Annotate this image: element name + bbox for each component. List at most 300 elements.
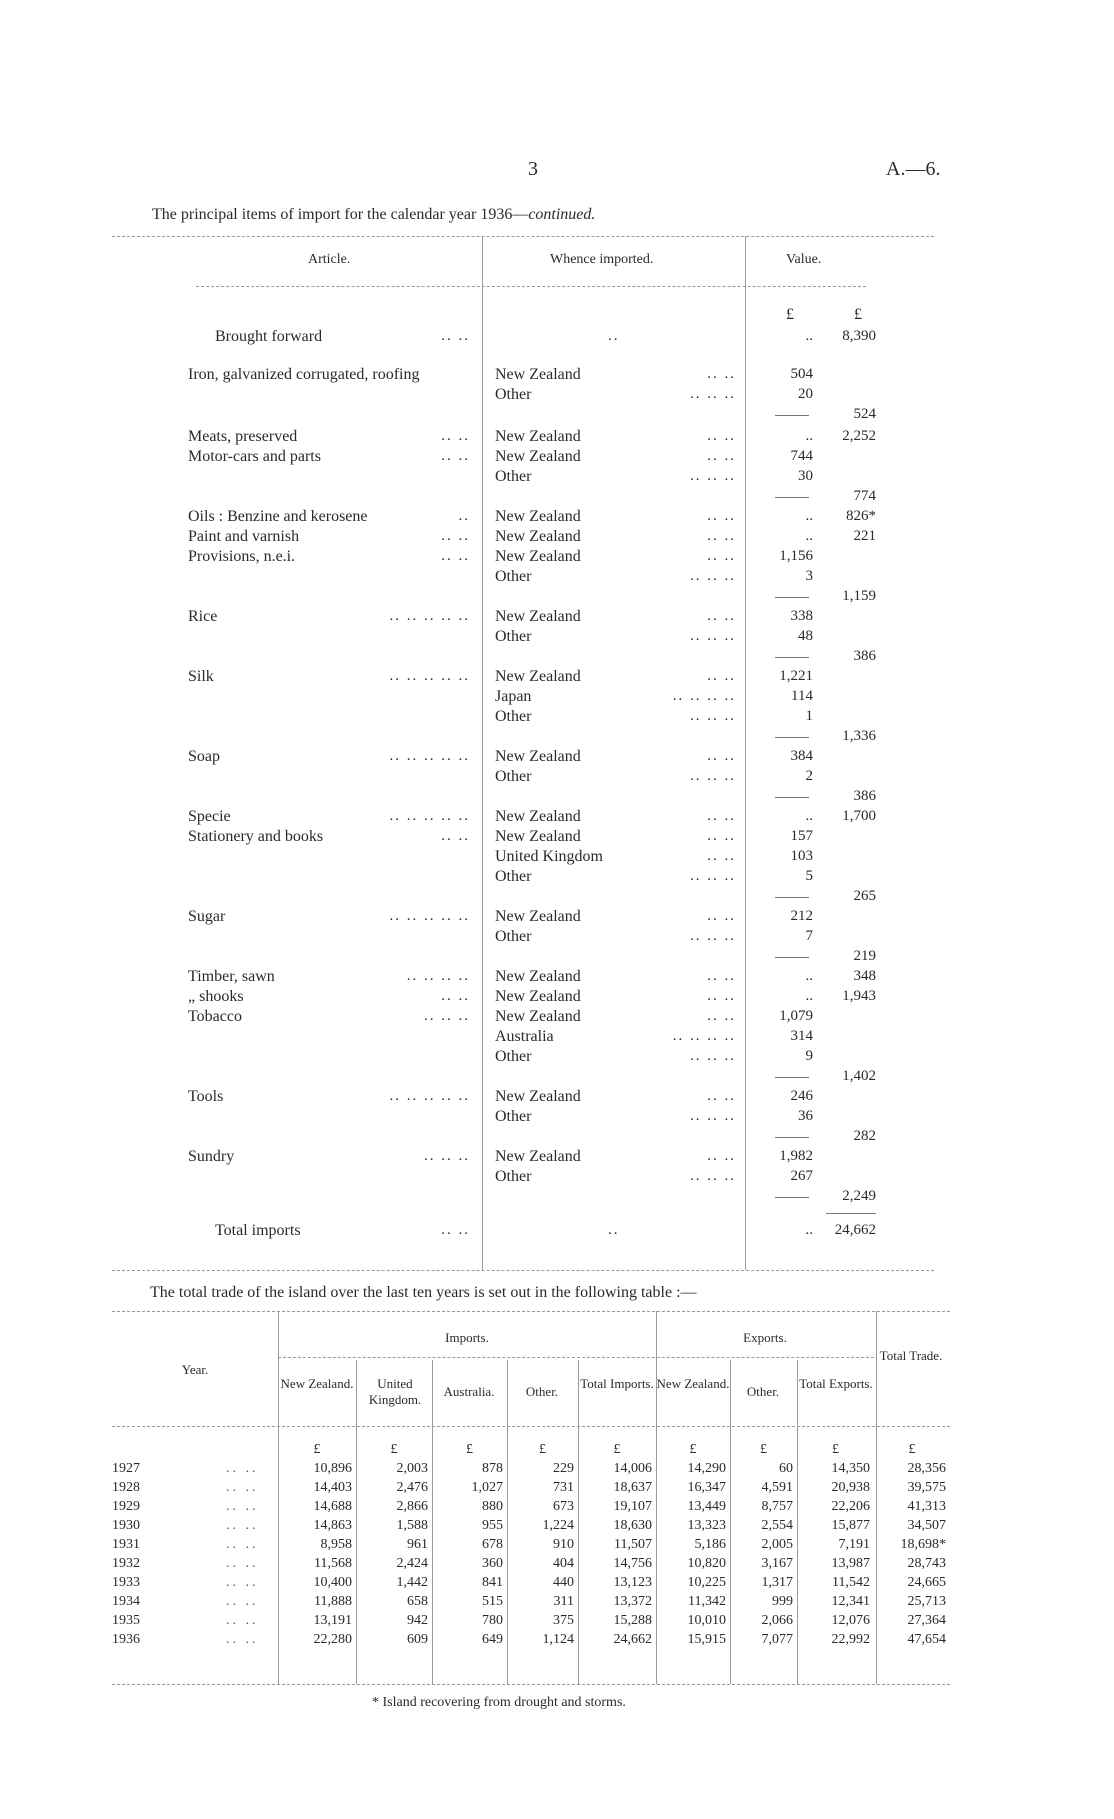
header-whence: Whence imported.	[550, 252, 654, 267]
trade-table-bottom-rule	[112, 1684, 950, 1685]
import-whence-dots: .. ..	[707, 1008, 736, 1024]
leader-dots: .. ..	[226, 1593, 259, 1609]
table-row	[112, 1592, 950, 1611]
currency-symbol: £	[390, 1441, 398, 1457]
import-value: ..	[805, 528, 813, 544]
import-article-dots: .. ..	[441, 988, 470, 1004]
currency-symbol-value: £	[786, 306, 794, 323]
value-cell: 39,575	[907, 1479, 946, 1495]
value-cell: 649	[482, 1631, 503, 1647]
import-whence: Other	[495, 628, 532, 645]
import-whence-dots: .. ..	[707, 748, 736, 764]
year-cell: 1934	[112, 1593, 140, 1609]
table-row	[112, 1497, 950, 1516]
value-cell: 311	[553, 1593, 574, 1609]
import-article: Oils : Benzine and kerosene	[188, 508, 368, 525]
value-cell: 678	[482, 1536, 503, 1552]
import-article-dots: .. .. .. .. ..	[389, 1088, 470, 1104]
import-whence: New Zealand	[495, 1148, 581, 1165]
import-whence: New Zealand	[495, 988, 581, 1005]
value-cell: 12,341	[831, 1593, 870, 1609]
import-whence: New Zealand	[495, 668, 581, 685]
import-whence-dots: .. ..	[707, 988, 736, 1004]
value-cell: 8,757	[761, 1498, 793, 1514]
value-cell: 2,066	[761, 1612, 793, 1628]
header-article: Article.	[308, 252, 351, 267]
import-value: ..	[805, 988, 813, 1004]
import-total: 219	[853, 948, 876, 964]
header-imports-united-kingdom: United Kingdom.	[368, 1376, 422, 1407]
value-cell: 15,915	[687, 1631, 726, 1647]
value-cell: 14,688	[313, 1498, 352, 1514]
import-whence: Other	[495, 868, 532, 885]
value-cell: 673	[553, 1498, 574, 1514]
value-cell: 11,568	[314, 1555, 352, 1571]
value-cell: 7,191	[838, 1536, 870, 1552]
import-whence-dots: .. ..	[707, 968, 736, 984]
currency-symbol: £	[832, 1441, 839, 1457]
import-whence: New Zealand	[495, 448, 581, 465]
value-cell: 5,186	[694, 1536, 726, 1552]
year-cell: 1935	[112, 1612, 140, 1628]
import-whence: Other	[495, 1048, 532, 1065]
value-cell: 24,665	[907, 1574, 946, 1590]
import-value: 1,221	[779, 668, 813, 684]
import-subtotal-rule	[775, 737, 809, 738]
value-cell: 18,630	[613, 1517, 652, 1533]
import-value: 744	[790, 448, 813, 464]
import-total: 282	[853, 1128, 876, 1144]
import-article-dots: ..	[458, 508, 470, 524]
import-total: 1,402	[842, 1068, 876, 1084]
document-reference: A.—6.	[886, 158, 941, 180]
import-article: Brought forward	[215, 328, 323, 345]
import-whence: New Zealand	[495, 808, 581, 825]
import-whence-dots: .. ..	[707, 808, 736, 824]
header-imports-other: Other.	[525, 1384, 559, 1399]
value-cell: 13,987	[831, 1555, 870, 1571]
table-row	[112, 1573, 950, 1592]
import-whence: New Zealand	[495, 748, 581, 765]
import-whence: Other	[495, 386, 532, 403]
import-value: 20	[798, 386, 813, 402]
blank-cell	[112, 1440, 278, 1459]
value-cell: 11,342	[688, 1593, 726, 1609]
currency-symbol: £	[760, 1441, 767, 1457]
import-whence-dots: .. ..	[707, 668, 736, 684]
value-cell: 2,424	[396, 1555, 428, 1571]
leader-dots: .. ..	[226, 1517, 259, 1533]
value-cell: 878	[482, 1460, 503, 1476]
imports-table-top-rule	[112, 236, 934, 237]
import-value: 114	[791, 688, 813, 704]
header-imports-new-zealand: New Zealand.	[280, 1376, 354, 1391]
year-cell: 1931	[112, 1536, 140, 1552]
value-cell: 4,591	[761, 1479, 793, 1495]
import-value: 267	[790, 1168, 813, 1184]
import-total: 8,390	[842, 328, 876, 344]
import-article: Paint and varnish	[188, 528, 300, 545]
value-cell: 961	[407, 1536, 428, 1552]
caption-text: The principal items of import for the calendar year 1936—	[152, 206, 529, 223]
value-cell: 1,442	[396, 1574, 428, 1590]
year-cell: 1930	[112, 1517, 140, 1533]
value-cell: 14,006	[613, 1460, 652, 1476]
import-value: 1,079	[779, 1008, 813, 1024]
currency-symbol: £	[613, 1441, 621, 1457]
value-cell: 14,756	[613, 1555, 652, 1571]
currency-symbol: £	[313, 1441, 321, 1457]
value-cell: 22,280	[313, 1631, 352, 1647]
leader-dots: .. ..	[226, 1536, 259, 1552]
import-whence-dots: .. .. ..	[690, 1048, 736, 1064]
imports-table-caption	[152, 206, 595, 224]
import-article-dots: .. .. .. .. ..	[389, 748, 470, 764]
value-cell: 34,507	[907, 1517, 946, 1533]
import-article-dots: .. .. .. .. ..	[389, 608, 470, 624]
import-total: 826*	[846, 508, 876, 524]
value-cell: 10,820	[687, 1555, 726, 1571]
import-whence: ..	[608, 328, 620, 344]
import-value: 103	[790, 848, 813, 864]
imports-table-header-rule	[196, 286, 866, 287]
import-total: 221	[853, 528, 876, 544]
value-cell: 15,877	[831, 1517, 870, 1533]
import-value: 5	[805, 868, 813, 884]
value-cell: 28,356	[907, 1460, 946, 1476]
table-row	[112, 1611, 950, 1630]
header-total-trade: Total Trade.	[879, 1348, 943, 1363]
import-whence: New Zealand	[495, 828, 581, 845]
value-cell: 7,077	[761, 1631, 793, 1647]
import-value: 212	[790, 908, 813, 924]
leader-dots: .. ..	[226, 1479, 259, 1495]
import-article-dots: .. .. .. .. ..	[389, 908, 470, 924]
import-subtotal-rule	[775, 497, 809, 498]
import-whence-dots: .. .. ..	[690, 768, 736, 784]
import-article-dots: .. .. ..	[424, 1008, 470, 1024]
leader-dots: .. ..	[226, 1555, 259, 1571]
trade-table-intro: The total trade of the island over the last ten years is set out in the following table :—	[150, 1284, 697, 1301]
import-whence: New Zealand	[495, 548, 581, 565]
import-article: Silk	[188, 668, 214, 685]
import-whence-dots: .. .. ..	[690, 628, 736, 644]
value-cell: 10,010	[687, 1612, 726, 1628]
value-cell: 1,027	[471, 1479, 503, 1495]
import-whence: Other	[495, 1108, 532, 1125]
value-cell: 27,364	[907, 1612, 946, 1628]
imports-table-bottom-rule	[112, 1270, 934, 1271]
import-whence: Other	[495, 928, 532, 945]
currency-symbol: £	[466, 1441, 473, 1457]
value-cell: 24,662	[613, 1631, 652, 1647]
import-total: 348	[853, 968, 876, 984]
import-whence: United Kingdom	[495, 848, 603, 865]
import-whence: Other	[495, 568, 532, 585]
import-whence-dots: .. ..	[707, 1088, 736, 1104]
value-cell: 2,866	[396, 1498, 428, 1514]
leader-dots: .. ..	[226, 1460, 259, 1476]
import-article: Meats, preserved	[188, 428, 298, 445]
value-cell: 910	[553, 1536, 574, 1552]
import-whence-dots: .. .. ..	[690, 568, 736, 584]
value-cell: 11,542	[832, 1574, 870, 1590]
value-cell: 18,698*	[900, 1536, 946, 1552]
value-cell: 2,005	[761, 1536, 793, 1552]
import-whence: New Zealand	[495, 428, 581, 445]
year-cell: 1929	[112, 1498, 140, 1514]
import-value: 36	[798, 1108, 813, 1124]
import-subtotal-rule	[775, 957, 809, 958]
import-whence-dots: .. .. ..	[690, 386, 736, 402]
year-cell: 1932	[112, 1555, 140, 1571]
import-subtotal-rule	[775, 1197, 809, 1198]
value-cell: 25,713	[907, 1593, 946, 1609]
year-cell: 1936	[112, 1631, 140, 1647]
import-article: Tools	[188, 1088, 224, 1105]
header-value: Value.	[786, 252, 822, 267]
import-subtotal-rule	[775, 657, 809, 658]
header-imports: Imports.	[445, 1330, 489, 1345]
import-value: 338	[790, 608, 813, 624]
value-cell: 10,400	[313, 1574, 352, 1590]
import-article: Provisions, n.e.i.	[188, 548, 296, 565]
value-cell: 2,003	[396, 1460, 428, 1476]
year-cell: 1933	[112, 1574, 140, 1590]
import-whence-dots: .. .. ..	[690, 468, 736, 484]
leader-dots: .. ..	[226, 1498, 259, 1514]
import-article: Timber, sawn	[188, 968, 275, 985]
value-cell: 2,476	[396, 1479, 428, 1495]
import-article: Rice	[188, 608, 218, 625]
import-value: 2	[805, 768, 813, 784]
import-value: 1,156	[779, 548, 813, 564]
import-whence: New Zealand	[495, 968, 581, 985]
value-cell: 13,323	[687, 1517, 726, 1533]
import-whence: Other	[495, 1168, 532, 1185]
leader-dots: .. ..	[226, 1612, 259, 1628]
value-cell: 10,896	[313, 1460, 352, 1476]
table-row	[112, 1630, 950, 1649]
import-whence-dots: .. .. .. ..	[672, 688, 736, 704]
import-article-dots: .. ..	[441, 1222, 470, 1238]
header-exports-other: Other.	[746, 1384, 780, 1399]
import-subtotal-rule	[775, 1137, 809, 1138]
import-whence-dots: .. .. ..	[690, 928, 736, 944]
value-cell: 360	[482, 1555, 503, 1571]
value-cell: 22,206	[831, 1498, 870, 1514]
import-article-dots: .. .. .. .. ..	[389, 668, 470, 684]
value-cell: 515	[482, 1593, 503, 1609]
import-article: Sugar	[188, 908, 226, 925]
import-article-dots: .. ..	[441, 328, 470, 344]
import-article: Specie	[188, 808, 231, 825]
table-row	[112, 1535, 950, 1554]
table-row	[112, 1516, 950, 1535]
value-cell: 440	[553, 1574, 574, 1590]
import-whence-dots: .. ..	[707, 528, 736, 544]
import-whence-dots: .. .. ..	[690, 708, 736, 724]
value-cell: 13,191	[313, 1612, 352, 1628]
total-imports-rule	[826, 1213, 876, 1214]
value-cell: 1,124	[542, 1631, 574, 1647]
import-whence: Other	[495, 708, 532, 725]
value-cell: 10,225	[687, 1574, 726, 1590]
import-whence-dots: .. ..	[707, 908, 736, 924]
header-year: Year.	[181, 1362, 209, 1377]
value-cell: 375	[553, 1612, 574, 1628]
value-cell: 18,637	[613, 1479, 652, 1495]
import-whence: Other	[495, 768, 532, 785]
import-value: 157	[790, 828, 813, 844]
import-article: Soap	[188, 748, 220, 765]
value-cell: 11,888	[314, 1593, 352, 1609]
import-article-dots: .. ..	[441, 828, 470, 844]
value-cell: 731	[553, 1479, 574, 1495]
import-article: Sundry	[188, 1148, 235, 1165]
value-cell: 13,123	[613, 1574, 652, 1590]
import-whence-dots: .. ..	[707, 508, 736, 524]
import-whence-dots: .. .. ..	[690, 868, 736, 884]
value-cell: 3,167	[761, 1555, 793, 1571]
import-total: 386	[853, 788, 876, 804]
import-whence-dots: .. .. .. ..	[672, 1028, 736, 1044]
import-article-dots: .. .. ..	[424, 1148, 470, 1164]
import-whence-dots: .. ..	[707, 448, 736, 464]
footnote: * Island recovering from drought and storms.	[372, 1695, 626, 1710]
import-article: Motor-cars and parts	[188, 448, 321, 465]
table-row	[112, 1478, 950, 1497]
import-whence-dots: .. ..	[707, 1148, 736, 1164]
import-whence: New Zealand	[495, 1088, 581, 1105]
import-value: ..	[805, 328, 813, 344]
trade-table-group-rule	[278, 1357, 874, 1358]
value-cell: 229	[553, 1460, 574, 1476]
import-whence: Japan	[495, 688, 532, 705]
leader-dots: .. ..	[226, 1631, 259, 1647]
value-cell: 22,992	[831, 1631, 870, 1647]
import-whence-dots: .. .. ..	[690, 1108, 736, 1124]
value-cell: 658	[407, 1593, 428, 1609]
import-article: „ shooks	[188, 988, 244, 1005]
import-whence: ..	[608, 1222, 620, 1238]
header-exports: Exports.	[743, 1330, 787, 1345]
value-cell: 47,654	[907, 1631, 946, 1647]
trade-table	[112, 1440, 950, 1649]
value-cell: 14,863	[313, 1517, 352, 1533]
import-whence: New Zealand	[495, 608, 581, 625]
value-cell: 404	[553, 1555, 574, 1571]
value-cell: 13,372	[613, 1593, 652, 1609]
import-total: 265	[853, 888, 876, 904]
import-article: Tobacco	[188, 1008, 242, 1025]
leader-dots: .. ..	[226, 1574, 259, 1590]
value-cell: 609	[407, 1631, 428, 1647]
import-whence-dots: .. ..	[707, 548, 736, 564]
value-cell: 1,588	[396, 1517, 428, 1533]
table-row	[112, 1459, 950, 1478]
page-number: 3	[528, 158, 538, 180]
import-value: 504	[790, 366, 813, 382]
import-value: ..	[805, 508, 813, 524]
import-whence-dots: .. ..	[707, 608, 736, 624]
import-value: 1,982	[779, 1148, 813, 1164]
value-cell: 955	[482, 1517, 503, 1533]
value-cell: 14,403	[313, 1479, 352, 1495]
import-article-dots: .. ..	[441, 448, 470, 464]
value-cell: 28,743	[907, 1555, 946, 1571]
value-cell: 1,224	[542, 1517, 574, 1533]
imports-table-divider-1	[482, 236, 483, 1270]
import-article-dots: .. .. .. .. ..	[389, 808, 470, 824]
import-whence: Other	[495, 468, 532, 485]
value-cell: 15,288	[613, 1612, 652, 1628]
import-whence-dots: .. ..	[707, 366, 736, 382]
import-value: 384	[790, 748, 813, 764]
import-article: Iron, galvanized corrugated, roofing	[188, 366, 420, 383]
caption-continued: continued.	[528, 206, 596, 223]
header-imports-australia: Australia.	[443, 1384, 495, 1399]
import-value: 9	[805, 1048, 813, 1064]
header-exports-total: Total Exports.	[799, 1376, 873, 1391]
import-total: 386	[853, 648, 876, 664]
value-cell: 780	[482, 1612, 503, 1628]
import-total: 1,700	[842, 808, 876, 824]
value-cell: 16,347	[687, 1479, 726, 1495]
value-cell: 20,938	[831, 1479, 870, 1495]
value-cell: 14,350	[831, 1460, 870, 1476]
import-subtotal-rule	[775, 597, 809, 598]
value-cell: 41,313	[907, 1498, 946, 1514]
import-value: ..	[805, 968, 813, 984]
import-total: 24,662	[834, 1222, 876, 1238]
import-whence: New Zealand	[495, 508, 581, 525]
year-cell: 1928	[112, 1479, 140, 1495]
currency-symbol: £	[539, 1441, 546, 1457]
value-cell: 841	[482, 1574, 503, 1590]
currency-row	[112, 1440, 950, 1459]
import-value: ..	[805, 808, 813, 824]
value-cell: 1,317	[761, 1574, 793, 1590]
import-whence-dots: .. ..	[707, 428, 736, 444]
value-cell: 880	[482, 1498, 503, 1514]
import-total: 1,336	[842, 728, 876, 744]
import-article-dots: .. ..	[441, 548, 470, 564]
import-whence: New Zealand	[495, 1008, 581, 1025]
import-article-dots: .. ..	[441, 428, 470, 444]
table-row	[112, 1554, 950, 1573]
value-cell: 2,554	[761, 1517, 793, 1533]
import-article: Stationery and books	[188, 828, 324, 845]
import-whence-dots: .. ..	[707, 828, 736, 844]
value-cell: 942	[407, 1612, 428, 1628]
import-total: 1,159	[842, 588, 876, 604]
import-subtotal-rule	[775, 1077, 809, 1078]
import-total: 2,249	[842, 1188, 876, 1204]
import-article-dots: .. ..	[441, 528, 470, 544]
import-whence: New Zealand	[495, 528, 581, 545]
import-subtotal-rule	[775, 415, 809, 416]
import-value: 1	[805, 708, 813, 724]
import-value: ..	[805, 428, 813, 444]
currency-symbol: £	[689, 1441, 697, 1457]
import-value: 314	[790, 1028, 813, 1044]
import-whence: New Zealand	[495, 908, 581, 925]
value-cell: 19,107	[613, 1498, 652, 1514]
import-total: 524	[853, 406, 876, 422]
import-total: 2,252	[842, 428, 876, 444]
import-value: 3	[805, 568, 813, 584]
